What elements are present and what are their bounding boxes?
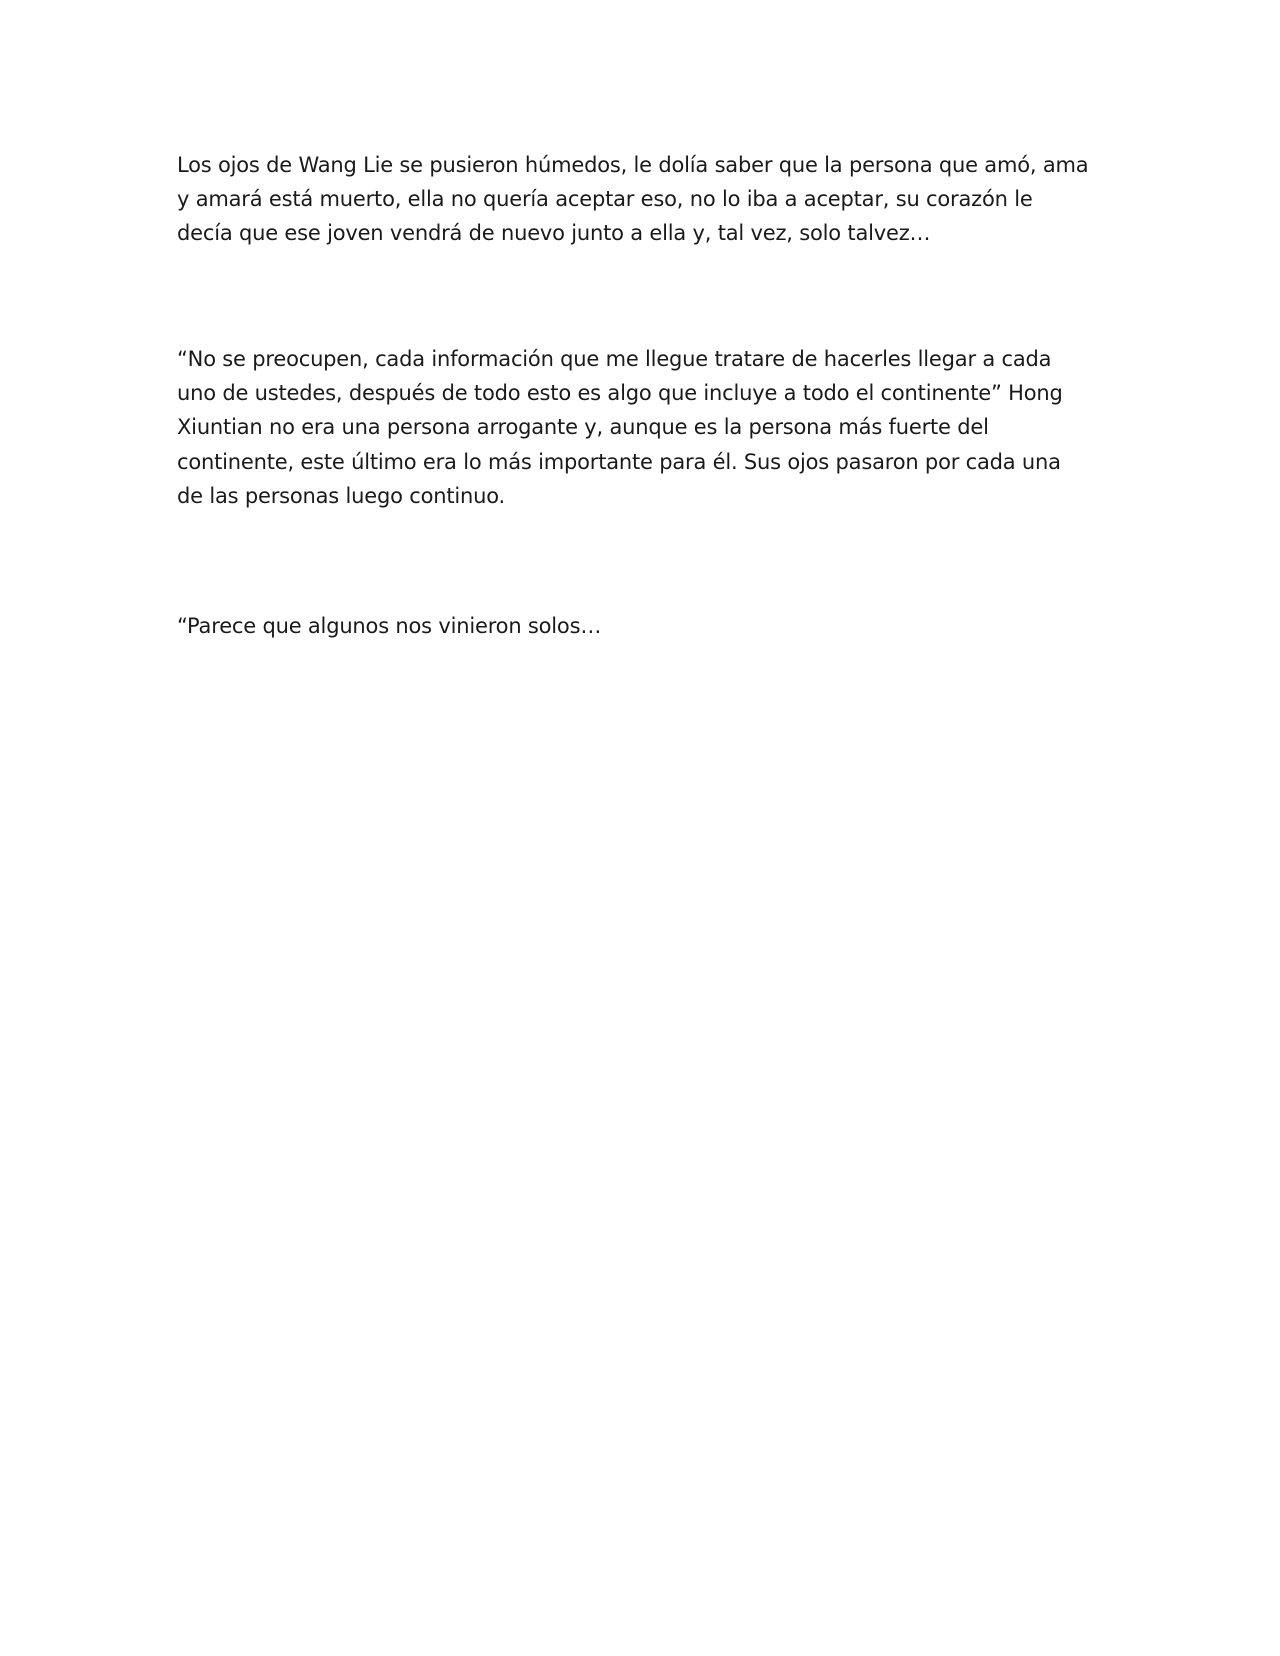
text-line: “No se preocupen, cada información que me llegue tratare de hacerles llegar a cada [177, 347, 1052, 371]
text-line: uno de ustedes, después de todo esto es algo que incluye a todo el continente” Hong [177, 381, 1063, 406]
paragraph-dialogue [177, 609, 1107, 643]
text-line: Los ojos de Wang Lie se pusieron húmedos, le dolía saber que la persona que amó, ama [177, 153, 1089, 177]
paragraph-hong-xiuntian [177, 342, 1107, 513]
paragraph-wang-lie [177, 148, 1107, 251]
text-line: y amará está muerto, ella no quería aceptar eso, no lo iba a aceptar, su corazón le [177, 187, 1033, 212]
text-line: de las personas luego continuo. [177, 483, 505, 508]
text-line: continente, este último era lo más importante para él. Sus ojos pasaron por cada una [177, 449, 1061, 474]
text-line: decía que ese joven vendrá de nuevo junto a ella y, tal vez, solo talvez… [177, 221, 931, 246]
text-line: “Parece que algunos nos vinieron solos… [177, 614, 602, 638]
text-line: Xiuntian no era una persona arrogante y, aunque es la persona más fuerte del [177, 415, 989, 440]
